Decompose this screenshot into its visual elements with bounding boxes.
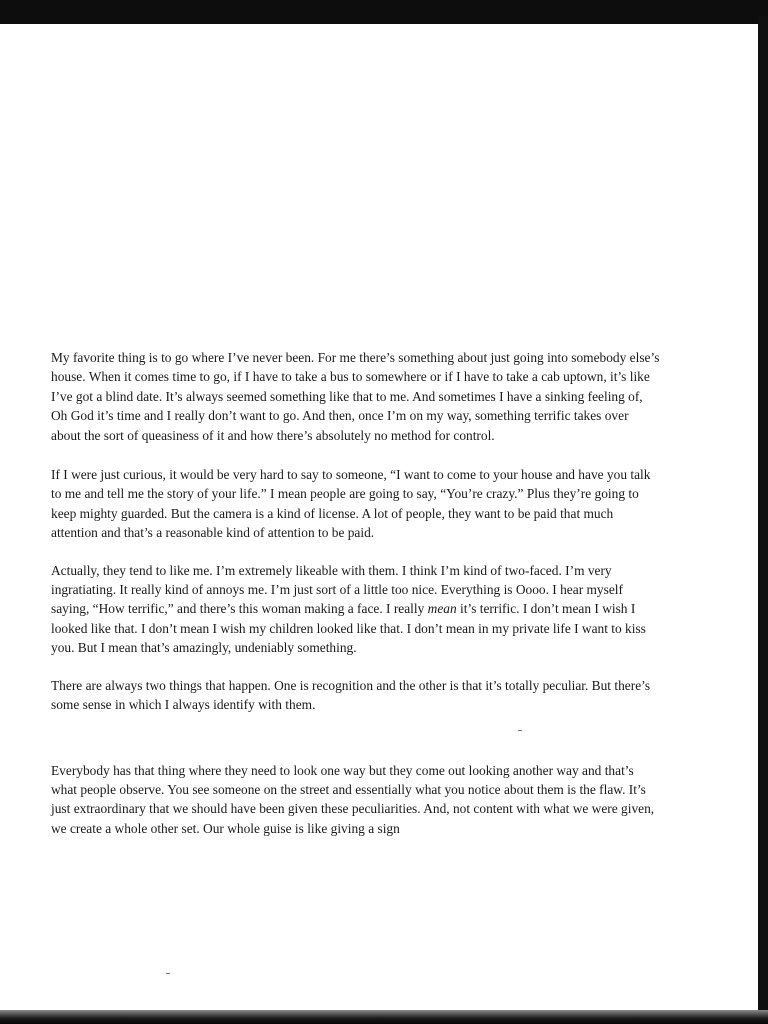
paragraph [51, 676, 661, 715]
paragraph-text: My favorite thing is to go where I’ve never been. For me there’s something about just going into somebody else’s house. When it comes time to go, if I have to take a bus to somewhere or if I have to take a cab uptown, it’s like I’ve got a blind date. It’s always seemed something like that to me. And sometimes I have a sinking feeling of, Oh God it’s time and I really don’t want to go. And then, once I’m on my way, something terrific takes over about the sort of queasiness of it and how there’s absolutely no method for control. [51, 350, 660, 443]
paragraph [51, 561, 661, 658]
text-block [51, 348, 661, 838]
paragraph [51, 348, 661, 445]
paragraph-text: If I were just curious, it would be very hard to say to someone, “I want to come to your house and have you talk to me and tell me the story of your life.” I mean people are going to say, “You’re crazy.” Plus they’re going to keep mighty guarded. But the camera is a kind of license. A lot of people, they want to be paid that much attention and that’s a reasonable kind of attention to be paid. [51, 467, 651, 541]
emphasis-text: mean [427, 601, 457, 617]
scan-top-border [0, 0, 768, 24]
scan-right-border [758, 16, 768, 1024]
paragraph-text: Actually, they tend to like me. I’m extremely likeable with them. I think I’m kind of two-faced. I’m very ingratiating. It really kind of annoys me. I’m just sort of a little too nice. Everything is Oooo. I hear myself saying, “How terrific,” and there’s this woman making a face. I really [51, 562, 623, 617]
paragraph-text: it’s terrific. I don’t mean I wish I looked like that. I don’t mean I wish my children looked like that. I don’t mean in my private life I want to kiss you. But I mean that’s amazingly, undeniably something. [51, 601, 646, 656]
paragraph [51, 465, 661, 543]
scan-speck [166, 973, 170, 974]
scan-bottom-border [0, 1010, 768, 1024]
paragraph [51, 761, 661, 839]
paragraph-text: Everybody has that thing where they need to look one way but they come out looking another way and that’s what people observe. You see someone on the street and essentially what you notice about them is the flaw. It’s just extraordinary that we should have been given these peculiarities. And, not content with what we were given, we create a whole other set. Our whole guise is like giving a sign [51, 762, 655, 836]
paragraph-text: There are always two things that happen. One is recognition and the other is that it’s totally peculiar. But there’s some sense in which I always identify with them. [51, 677, 651, 713]
